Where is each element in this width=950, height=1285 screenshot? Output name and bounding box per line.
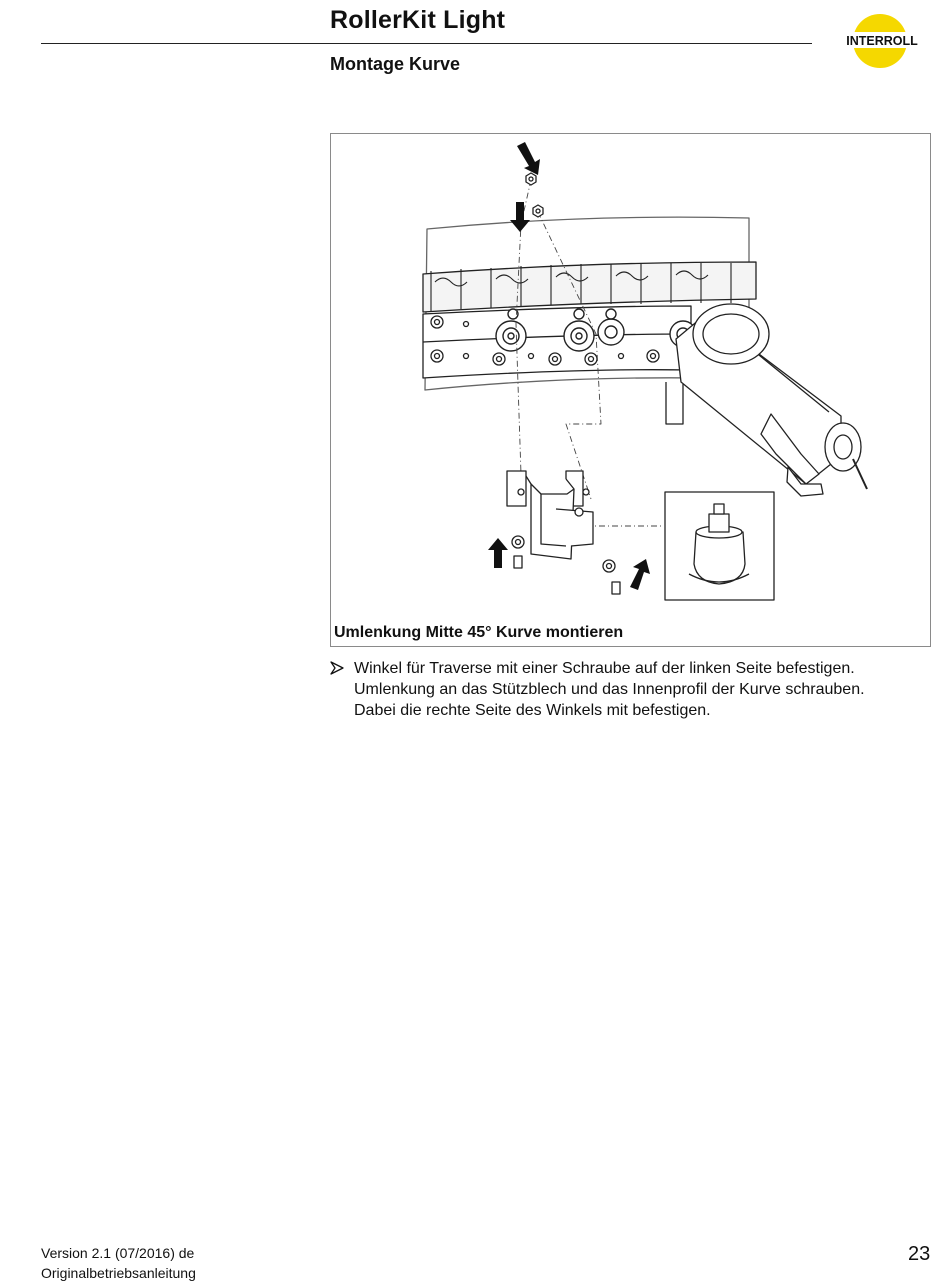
page-number: 23 — [908, 1243, 931, 1265]
document-title: RollerKit Light — [330, 6, 506, 34]
assembly-figure — [330, 133, 931, 647]
svg-text:INTERROLL: INTERROLL — [846, 34, 918, 48]
version-line: Version 2.1 (07/2016) de — [41, 1245, 195, 1261]
instruction-line: Dabei die rechte Seite des Winkels mit befestigen. — [354, 702, 711, 719]
footer-version — [41, 1243, 196, 1283]
section-title: Montage Kurve — [330, 54, 461, 74]
instruction-line: Umlenkung an das Stützblech und das Innenprofil der Kurve schrauben. — [354, 681, 865, 698]
header-rule — [41, 43, 812, 44]
interroll-logo — [840, 12, 924, 70]
assembly-illustration — [331, 134, 930, 620]
instruction-line: Winkel für Traverse mit einer Schraube auf der linken Seite befestigen. — [354, 660, 855, 677]
figure-caption: Umlenkung Mitte 45° Kurve montieren — [334, 624, 624, 641]
arrowhead-bullet-icon — [330, 661, 344, 675]
document-type-line: Originalbetriebsanleitung — [41, 1265, 196, 1281]
instruction-step — [330, 658, 930, 721]
